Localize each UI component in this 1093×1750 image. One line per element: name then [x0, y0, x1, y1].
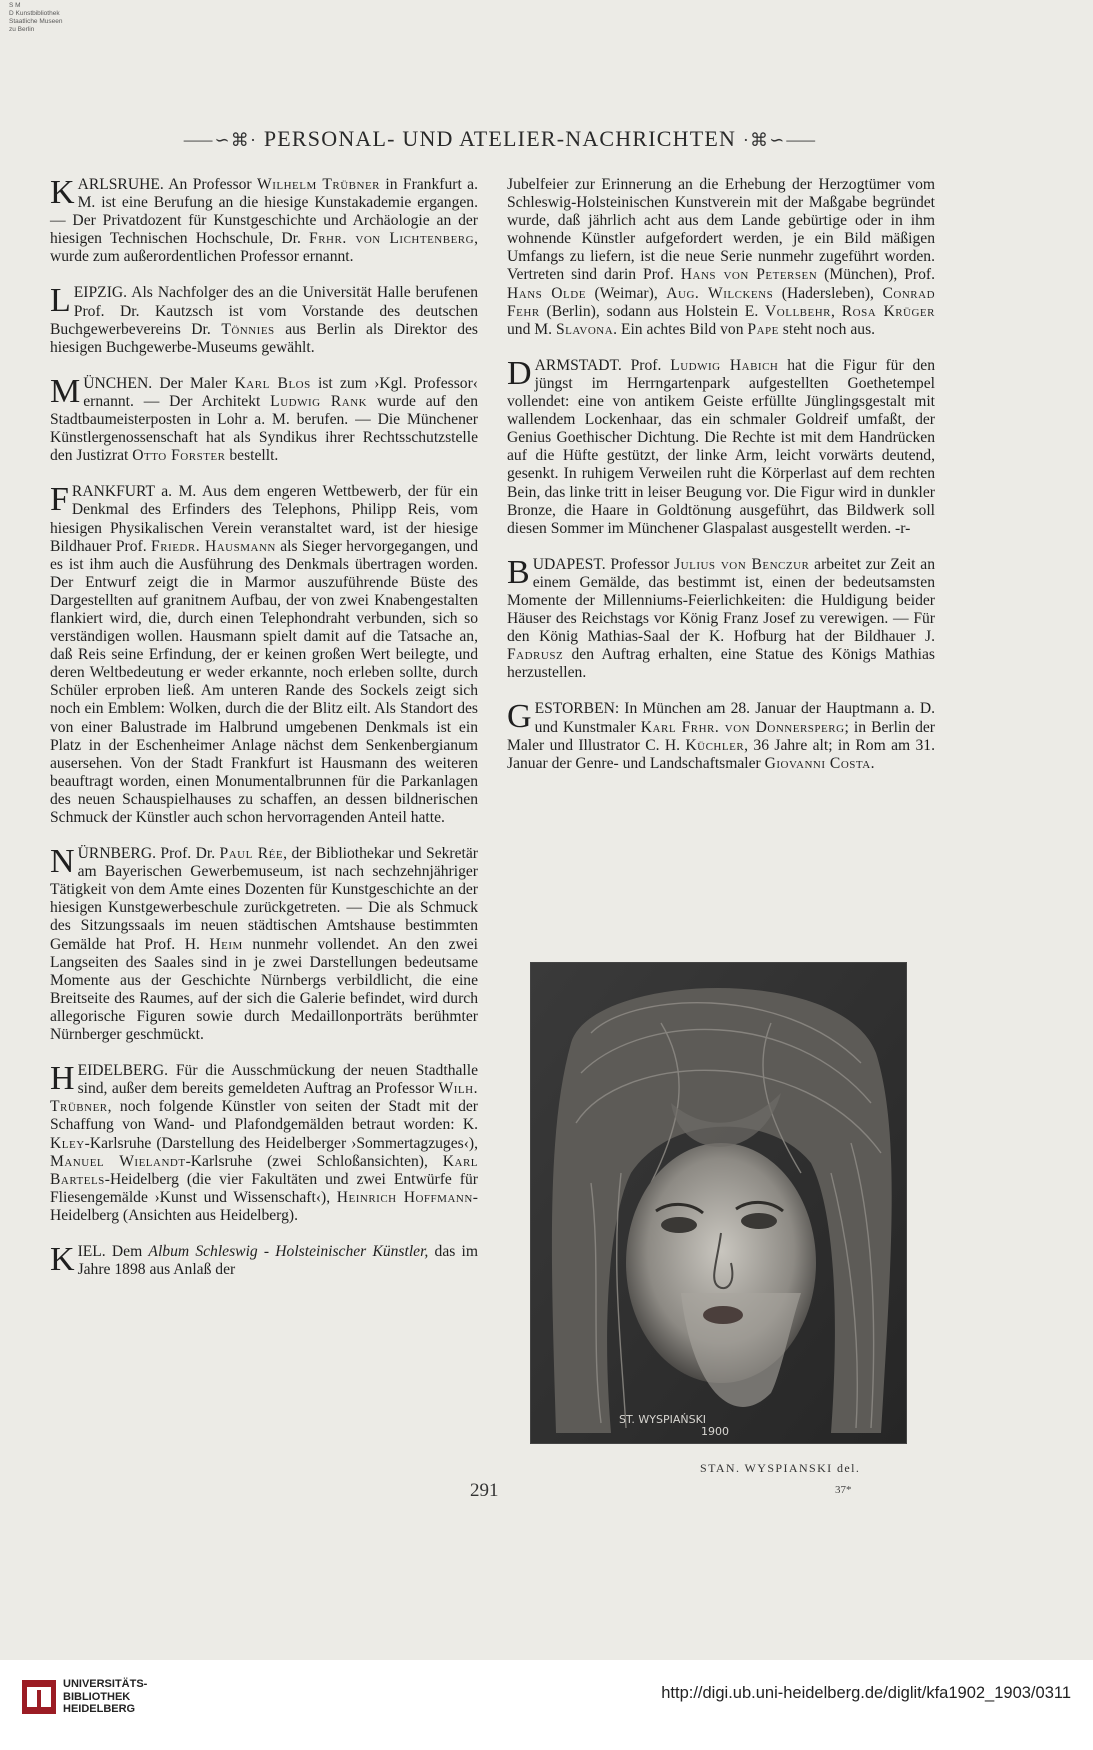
person-name: Julius von Benczur — [674, 555, 810, 573]
person-name: Rosa Krüger — [841, 302, 935, 320]
drop-cap: F — [50, 481, 69, 519]
person-name: Otto Forster — [132, 447, 226, 465]
article-frankfurt: FRANKFURT a. M. Aus dem engeren Wettbewerb, der für ein Denkmal des Erfinders des Telephons, Philipp Reis, vom hiesigen Physikalischen Verein veranstaltet ward, ist der hiesige Bildhauer Prof. Friedr. Hausmann als Sieger hervorgegangen, und es ist ihm auch die Ausführung des Denkmals übertragen worden. Der Entwurf zeigt die in Marmor auszuführende Büste des Dargestellten auf granitnem Aufbau, der von zwei Knabengestalten flankiert wird, die, durch einen Telephondraht verbunden, sich so verständigen wollen. Hausmann spielt damit auf die Tatsache an, daß Reis seine Erfindung, der er keinen großen Wert beilegte, und deren Weltbedeutung er weder erkannte, noch erleben sollte, durch Schüler erproben ließ. Am unteren Rande des Sockels zeigt sich noch ein Emblem: Wolken, durch die der Blitz eilt. Als Standort des von einer Balustrade im Halbrund umgebenen Denkmals ist ein Platz in der Eschenheimer Anlage nächst dem Senkenbergianum ausersehen. Von der Stadt Frankfurt ist Hausmann des weiteren beauftragt worden, einen Monumentalbrunnen für die Parkanlagen des neuen Schauspielhauses zu schaffen, an dessen bildnerischen Schmuck der Künstler auch schon hervorragenden Anteil hatte. — [50, 481, 478, 826]
person-name: Vollbehr — [765, 302, 832, 320]
drop-cap: K — [50, 1240, 75, 1278]
right-ornament-icon: ·⌘∽⸺ — [742, 130, 818, 150]
person-name: Karl Bartels — [50, 1152, 478, 1188]
person-name: Ludwig Habich — [670, 356, 779, 374]
person-name: Heim — [209, 935, 243, 953]
left-column — [50, 176, 478, 1297]
article-muenchen: MÜNCHEN. Der Maler Karl Blos ist zum ›Kgl. Professor‹ ernannt. — Der Architekt Ludwig Rank wurde auf den Stadtbaumeisterposten in Lohr a. M. berufen. — Die Münchener Künstlergenossenschaft hat als Syndikus ihrer Rechtsschutzstelle den Justizrat Otto Forster bestellt. — [50, 372, 478, 465]
person-name: Giovanni Costa — [764, 754, 871, 772]
drop-cap: L — [50, 282, 71, 320]
university-library-logo-icon — [22, 1680, 56, 1714]
person-name: Aug. Wilckens — [666, 284, 774, 302]
article-kiel-continued: Jubelfeier zur Erinnerung an die Erhebung der Herzogtümer vom Schleswig-Holsteinischen Kunstverein mit der Maßgabe begründet wurde, daß jährlich acht aus dem Lande gebürtige oder in ihm wohnende Künstler aufgefordert werden, je ein Bild mäßigen Umfangs zu liefern, ist die neue Serie nunmehr zugeführt worden. Vertreten sind darin Prof. Hans von Petersen (München), Prof. Hans Olde (Weimar), Aug. Wilckens (Hadersleben), Conrad Fehr (Berlin), sodann aus Holstein E. Vollbehr, Rosa Krüger und M. Slavona. Ein achtes Bild von Pape steht noch aus. — [507, 176, 936, 338]
library-stamp — [9, 2, 62, 34]
person-name: Hans Olde — [507, 284, 586, 302]
page-title: PERSONAL- UND ATELIER-NACHRICHTEN — [263, 126, 737, 151]
figure-caption: STAN. WYSPIANSKI del. — [700, 1461, 861, 1475]
publication-title: Album Schleswig - Holsteinischer Künstler, — [148, 1242, 429, 1260]
person-name: Conrad Fehr — [507, 284, 936, 320]
person-name: Friedr. Hausmann — [151, 537, 276, 555]
article-budapest: BUDAPEST. Professor Julius von Benczur arbeitet zur Zeit an einem Gemälde, das bestimmt ist, einen der bedeutsamsten Momente der Millenniums-Feierlichkeiten: die Huldigung beider Häuser des Reichstags vor König Franz Josef zu verewigen. — Für den König Mathias-Saal der K. Hofburg hat der Bildhauer J. Fadrusz den Auftrag erhalten, eine Statue des Königs Mathias herzustellen. — [507, 553, 935, 682]
stamp-line: D Kunstbibliothek — [9, 10, 60, 17]
stamp-line: Staatliche Museen — [9, 18, 63, 25]
article-gestorben: GESTORBEN: In München am 28. Januar der Hauptmann a. D. und Kunstmaler Karl Frhr. von Donnersperg; in Berlin der Maler und Illustrator C. H. Küchler, 36 Jahre alt; in Rom am 31. Januar der Genre- und Landschaftsmaler Giovanni Costa. — [507, 698, 935, 772]
article-darmstadt: DARMSTADT. Prof. Ludwig Habich hat die Figur für den jüngst im Herrngartenpark aufgestellten Goethetempel vollendet: eine von antikem Geiste erfüllte Jünglingsgestalt mit wallendem Lockenhaar, das ein schmaler Goldreif umfaßt, der Genius Goethischer Dichtung. Die Rechte ist mit dem Handrücken auf die Hüfte gestützt, der linke Arm, leicht vorwärts deutend, gesenkt. In ruhigem Verweilen ruht die Körperlast auf dem rechten Bein, das linke tritt in leiser Beugung vor. Die Figur wird in dunkler Bronze, die Haare in Goldtönung ausgeführt, das Bildwerk soll diesen Sommer im Münchener Glaspalast ausgestellt werden. -r- — [507, 354, 935, 537]
person-name: Küchler — [685, 736, 745, 754]
person-name: Karl Blos — [234, 374, 311, 392]
left-ornament-icon: ⸺∽⌘· — [182, 130, 258, 150]
drop-cap: B — [507, 553, 530, 591]
page-number: 291 — [470, 1480, 499, 1501]
person-name: Manuel Wielandt — [50, 1152, 186, 1170]
article-leipzig: LEIPZIG. Als Nachfolger des an die Universität Halle berufenen Prof. Dr. Kautzsch ist vom Vorstande des deutschen Buchgewerbevereins Dr. Tönnies aus Berlin als Direktor des hiesigen Buchgewerbe-Museums gewählt. — [50, 282, 478, 356]
drop-cap: G — [507, 698, 532, 736]
article-kiel: KIEL. Dem Album Schleswig - Holsteinischer Künstler, das im Jahre 1898 aus Anlaß der — [50, 1240, 478, 1279]
artist-year: 1900 — [701, 1425, 729, 1438]
person-name: Frhr. von Lichtenberg — [309, 230, 475, 248]
drop-cap: H — [50, 1060, 75, 1098]
portrait-illustration — [530, 962, 907, 1444]
source-url-link[interactable]: http://digi.ub.uni-heidelberg.de/diglit/kfa1902_1903/0311 — [661, 1684, 1071, 1702]
article-heidelberg: HEIDELBERG. Für die Ausschmückung der neuen Stadthalle sind, außer dem bereits gemeldeten Auftrag an Professor Wilh. Trübner, noch folgende Künstler von seiten der Stadt mit der Schaffung von Wand- und Plafondgemälden betraut worden: K. Kley-Karlsruhe (Darstellung des Heidelberger ›Sommertagzuges‹), Manuel Wielandt-Karlsruhe (zwei Schloßansichten), Karl Bartels-Heidelberg (die vier Fakultäten und zwei Entwürfe für Fliesengemälde ›Kunst und Wissenschaft‹), Heinrich Hoffmann-Heidelberg (Ansichten aus Heidelberg). — [50, 1060, 478, 1224]
person-name: Wilh. Trübner — [50, 1080, 478, 1116]
right-column — [507, 176, 935, 791]
section-header — [140, 126, 860, 152]
child-portrait-drawing — [531, 963, 906, 1443]
article-nuernberg: NÜRNBERG. Prof. Dr. Paul Rée, der Bibliothekar und Sekretär am Bayerischen Gewerbemuseum, ist nach sechzehnjähriger Tätigkeit von dem Amte eines Dozenten für Kunstgeschichte an der hiesigen Kunstgewerbeschule zurückgetreten. — Die als Schmuck des Sitzungssaals im neuen städtischen Amtshause bestimmten Gemälde hat Prof. H. Heim nunmehr vollendet. An den zwei Langseiten des Saales sind in je zwei Darstellungen bedeutsame Momente aus der Geschichte Nürnbergs verbildlicht, die eine Breitseite des Raumes, auf der sich die Galerie befindet, wird durch allegorische Figuren sowie durch Medaillonporträts berühmter Nürnberger geschmückt. — [50, 843, 479, 1044]
person-name: Wilhelm Trübner — [257, 176, 381, 193]
person-name: Kley — [50, 1134, 85, 1152]
person-name: Heinrich Hoffmann — [336, 1188, 473, 1206]
drop-cap: N — [50, 843, 75, 881]
stamp-line: S M — [9, 2, 21, 9]
stamp-line: zu Berlin — [9, 26, 35, 33]
person-name: Hans von Petersen — [680, 266, 818, 284]
person-name: Paul Rée — [219, 845, 284, 863]
drop-cap: D — [507, 354, 532, 392]
drop-cap: M — [50, 372, 81, 410]
artist-signature: ST. WYSPIAŃSKI — [619, 1413, 707, 1426]
drop-cap: K — [50, 174, 75, 211]
person-name: Ludwig Rank — [270, 392, 368, 410]
person-name: Karl Frhr. von Donnersperg — [640, 718, 845, 736]
article-karlsruhe: KARLSRUHE. An Professor Wilhelm Trübner in Frankfurt a. M. ist eine Berufung an die hiesige Kunstakademie ergangen. — Der Privatdozent für Kunstgeschichte und Archäologie an der hiesigen Technischen Hochschule, Dr. Frhr. von Lichtenberg, wurde zum außerordentlichen Professor ernannt. — [50, 174, 478, 266]
person-name: Pape — [747, 320, 779, 338]
institution-name: UNIVERSITÄTS- BIBLIOTHEK HEIDELBERG — [63, 1678, 148, 1715]
digitization-footer — [0, 1660, 1093, 1750]
person-name: Tönnies — [221, 320, 275, 338]
signature-mark: 37* — [835, 1484, 852, 1496]
person-name: Slavona — [555, 320, 614, 338]
person-name: Fadrusz — [507, 646, 564, 664]
